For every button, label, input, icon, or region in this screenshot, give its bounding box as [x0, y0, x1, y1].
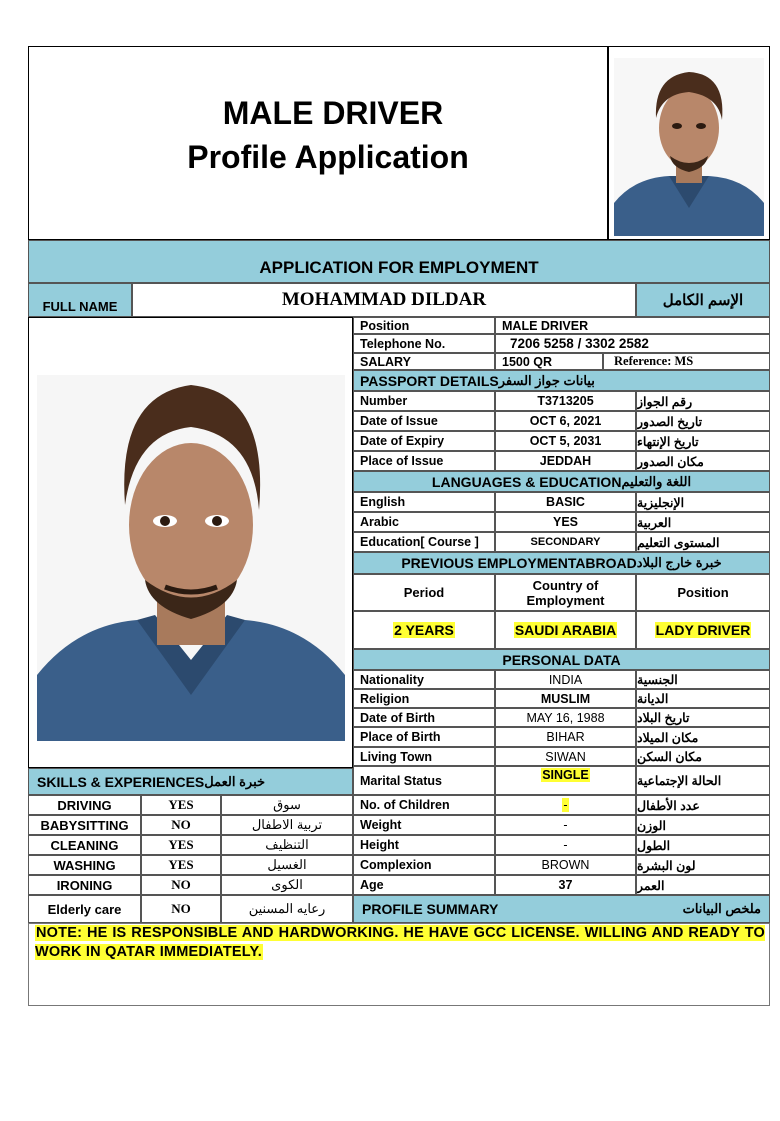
skill-label-0-text: DRIVING	[57, 797, 112, 813]
reference-value	[603, 353, 770, 370]
full-name-ar	[636, 283, 770, 317]
personal-label-4-text: Living Town	[360, 749, 432, 764]
personal-ar-1	[636, 689, 770, 708]
skill-value-3	[141, 855, 221, 875]
language-label-2-text: Education[ Course ]	[360, 535, 479, 549]
skill-ar-2-text: التنظيف	[265, 837, 309, 852]
skill-ar-1	[221, 815, 353, 835]
skill-ar-3-text: الغسيل	[267, 857, 307, 872]
skill-value-4	[141, 875, 221, 895]
personal-value-4-text: SIWAN	[545, 749, 586, 764]
personal-ar-8	[636, 835, 770, 855]
personal-ar-4	[636, 747, 770, 766]
personal-value-10	[495, 875, 636, 895]
personal-label-5-text: Marital Status	[360, 773, 442, 788]
personal-value-9	[495, 855, 636, 875]
passport-value-3	[495, 451, 636, 471]
personal-value-5	[495, 766, 636, 795]
personal-label-6-text: No. of Children	[360, 798, 450, 812]
personal-value-5-text: SINGLE	[542, 768, 589, 782]
personal-value-0-text: INDIA	[548, 672, 583, 687]
page-subtitle	[28, 136, 628, 178]
skill-label-4	[28, 875, 141, 895]
employment-header-text: APPLICATION FOR EMPLOYMENT	[259, 258, 539, 277]
personal-label-0	[353, 670, 495, 689]
personal-label-8-text: Height	[360, 838, 399, 852]
country-header	[495, 574, 636, 611]
reference-text: Reference: MS	[614, 354, 694, 368]
previous-title-ar: خبرة خارج البلاد	[636, 555, 722, 570]
language-ar-0-text: الإنجليزية	[637, 495, 685, 510]
language-value-1	[495, 512, 636, 532]
skill-label-1-text: BABYSITTING	[40, 817, 129, 833]
passport-ar-1-text: تاريخ الصدور	[637, 414, 703, 429]
personal-label-2	[353, 708, 495, 727]
full-name-label	[28, 283, 132, 317]
language-ar-1	[636, 512, 770, 532]
skill-value-1-text: NO	[171, 817, 191, 832]
skill-ar-4-text: الكوى	[271, 877, 303, 892]
skill-label-1	[28, 815, 141, 835]
skills-title-ar: خبرة العمل	[204, 773, 266, 789]
passport-value-2-text: OCT 5, 2031	[529, 434, 602, 448]
personal-value-1	[495, 689, 636, 708]
passport-ar-3	[636, 451, 770, 471]
personal-label-10-text: Age	[360, 878, 384, 892]
full-name-ar-text: الإسم الكامل	[662, 292, 744, 309]
personal-label-3	[353, 727, 495, 747]
skill-ar-0	[221, 795, 353, 815]
passport-value-0-text: T3713205	[537, 394, 594, 408]
skill-value-5-text: NO	[171, 901, 191, 916]
personal-value-8	[495, 835, 636, 855]
personal-value-0	[495, 670, 636, 689]
skill-ar-5-text: رعايه المسنين	[248, 901, 326, 916]
telephone-label	[353, 334, 495, 353]
personal-value-6-text: -	[563, 798, 568, 812]
position-value	[495, 317, 770, 334]
prev-position-value	[636, 611, 770, 649]
country-value-text: SAUDI ARABIA	[514, 622, 617, 638]
language-label-0	[353, 492, 495, 512]
personal-label-0-text: Nationality	[360, 672, 424, 687]
skill-label-5	[28, 895, 141, 923]
passport-value-1-text: OCT 6, 2021	[529, 414, 602, 428]
personal-ar-0-text: الجنسية	[637, 673, 678, 687]
personal-header	[353, 649, 770, 670]
personal-value-8-text: -	[563, 838, 568, 852]
personal-ar-7-text: الوزن	[637, 818, 666, 833]
language-value-2	[495, 532, 636, 552]
prev-position-value-text: LADY DRIVER	[655, 622, 751, 638]
position-label	[353, 317, 495, 334]
passport-label-0-text: Number	[360, 394, 408, 408]
personal-value-6	[495, 795, 636, 815]
passport-ar-2-text: تاريخ الإنتهاء	[637, 434, 699, 449]
skill-label-3	[28, 855, 141, 875]
personal-ar-3-text: مكان الميلاد	[637, 730, 699, 745]
summary-title-ar: ملخص البيانات	[682, 901, 761, 916]
language-ar-1-text: العربية	[637, 515, 672, 530]
language-label-1-text: Arabic	[360, 515, 399, 529]
skills-title: SKILLS & EXPERIENCES	[37, 773, 205, 790]
skill-value-5	[141, 895, 221, 923]
personal-ar-9-text: لون البشرة	[637, 858, 696, 873]
personal-value-1-text: MUSLIM	[540, 691, 591, 706]
personal-ar-1-text: الديانة	[637, 692, 669, 706]
title-line-2: Profile Application	[187, 139, 469, 175]
skill-value-2	[141, 835, 221, 855]
employment-header	[28, 240, 770, 283]
passport-ar-2	[636, 431, 770, 451]
passport-value-2	[495, 431, 636, 451]
passport-ar-3-text: مكان الصدور	[637, 454, 704, 469]
passport-title: PASSPORT DETAILS	[360, 372, 499, 389]
big-photo	[37, 375, 345, 741]
period-value-text: 2 YEARS	[394, 622, 454, 638]
skill-label-3-text: WASHING	[53, 857, 116, 873]
page-title	[28, 92, 638, 134]
passport-ar-0	[636, 391, 770, 411]
note-content: NOTE: HE IS RESPONSIBLE AND HARDWORKING. HE HAVE GCC LICENSE. WILLING AND READY TO WORK IN QATAR IMMEDIATELY.	[35, 925, 765, 960]
position-value-text: MALE DRIVER	[502, 318, 589, 333]
note-text	[35, 924, 765, 962]
title-line-1: MALE DRIVER	[222, 95, 444, 131]
personal-ar-10	[636, 875, 770, 895]
language-value-2-text: SECONDARY	[530, 536, 601, 548]
personal-ar-7	[636, 815, 770, 835]
personal-value-7	[495, 815, 636, 835]
personal-label-8	[353, 835, 495, 855]
language-value-0-text: BASIC	[546, 495, 585, 509]
passport-value-1	[495, 411, 636, 431]
personal-ar-3	[636, 727, 770, 747]
skill-ar-2	[221, 835, 353, 855]
period-header	[353, 574, 495, 611]
personal-label-9	[353, 855, 495, 875]
personal-value-2-text: MAY 16, 1988	[526, 710, 605, 725]
passport-label-1	[353, 411, 495, 431]
personal-label-6	[353, 795, 495, 815]
languages-title: LANGUAGES & EDUCATION	[431, 473, 622, 490]
salary-value-text: 1500 QR	[502, 354, 553, 369]
country-header-line-2: Employment	[526, 592, 605, 608]
personal-label-3-text: Place of Birth	[360, 730, 441, 744]
summary-title: PROFILE SUMMARY	[362, 901, 499, 917]
personal-ar-0	[636, 670, 770, 689]
personal-ar-8-text: الطول	[637, 838, 671, 853]
previous-header	[353, 552, 770, 574]
personal-title: PERSONAL DATA	[502, 651, 621, 668]
passport-header	[353, 370, 770, 391]
personal-ar-9	[636, 855, 770, 875]
personal-label-2-text: Date of Birth	[360, 710, 435, 725]
skill-value-2-text: YES	[168, 837, 194, 852]
personal-value-3-text: BIHAR	[546, 730, 585, 744]
salary-value	[495, 353, 603, 370]
skill-label-4-text: IRONING	[56, 877, 113, 893]
personal-ar-6	[636, 795, 770, 815]
previous-title: PREVIOUS EMPLOYMENTABROAD	[401, 555, 637, 571]
personal-value-2	[495, 708, 636, 727]
country-header-line-1: Country of	[532, 577, 599, 593]
personal-label-4	[353, 747, 495, 766]
skill-value-3-text: YES	[168, 857, 194, 872]
personal-label-5	[353, 766, 495, 795]
personal-value-3	[495, 727, 636, 747]
full-name-value	[132, 283, 636, 317]
skill-value-4-text: NO	[171, 877, 191, 892]
telephone-value-text: 7206 5258 / 3302 2582	[510, 336, 649, 351]
skill-ar-4	[221, 875, 353, 895]
period-value	[353, 611, 495, 649]
skill-value-1	[141, 815, 221, 835]
language-value-1-text: YES	[552, 515, 578, 529]
skill-ar-5	[221, 895, 353, 923]
passport-label-2	[353, 431, 495, 451]
personal-ar-2	[636, 708, 770, 727]
skill-value-0	[141, 795, 221, 815]
telephone-value	[495, 334, 770, 353]
languages-header	[353, 471, 770, 492]
skill-ar-3	[221, 855, 353, 875]
personal-ar-5-text: الحالة الإجتماعية	[637, 774, 722, 788]
position-label-text: Position	[360, 318, 410, 333]
skill-label-2	[28, 835, 141, 855]
personal-value-7-text: -	[563, 818, 568, 832]
language-label-2	[353, 532, 495, 552]
personal-label-1-text: Religion	[360, 691, 410, 706]
passport-ar-0-text: رقم الجواز	[637, 394, 693, 409]
skill-value-0-text: YES	[168, 797, 194, 812]
passport-label-2-text: Date of Expiry	[360, 434, 445, 448]
skill-label-2-text: CLEANING	[50, 837, 119, 853]
skill-ar-0-text: سوق	[273, 797, 301, 812]
passport-ar-1	[636, 411, 770, 431]
passport-value-0	[495, 391, 636, 411]
telephone-label-text: Telephone No.	[360, 336, 446, 351]
passport-label-0	[353, 391, 495, 411]
salary-label	[353, 353, 495, 370]
personal-label-1	[353, 689, 495, 708]
skill-label-5-text: Elderly care	[47, 901, 122, 917]
personal-label-7	[353, 815, 495, 835]
language-ar-2-text: المستوى التعليم	[637, 535, 720, 550]
personal-value-4	[495, 747, 636, 766]
passport-value-3-text: JEDDAH	[539, 454, 592, 468]
small-photo	[614, 58, 764, 236]
languages-title-ar: اللغة والتعليم	[621, 473, 692, 489]
language-ar-0	[636, 492, 770, 512]
full-name-text: MOHAMMAD DILDAR	[281, 289, 487, 310]
personal-ar-2-text: تاريخ البلاد	[637, 711, 690, 725]
position-header-text: Position	[677, 585, 729, 600]
personal-label-9-text: Complexion	[360, 858, 432, 872]
salary-label-text: SALARY	[360, 354, 411, 369]
passport-title-ar: بيانات جواز السفر	[498, 372, 595, 388]
personal-ar-10-text: العمر	[637, 878, 665, 893]
skills-header	[28, 768, 353, 795]
full-name-label-text: FULL NAME	[42, 299, 118, 314]
passport-label-3-text: Place of Issue	[360, 454, 444, 468]
personal-ar-4-text: مكان السكن	[637, 750, 702, 764]
skill-label-0	[28, 795, 141, 815]
country-value	[495, 611, 636, 649]
personal-value-9-text: BROWN	[541, 858, 590, 872]
passport-label-1-text: Date of Issue	[360, 414, 438, 428]
skill-ar-1-text: تربية الاطفال	[251, 817, 323, 832]
passport-label-3	[353, 451, 495, 471]
summary-header	[353, 895, 770, 923]
personal-label-10	[353, 875, 495, 895]
personal-ar-6-text: عدد الأطفال	[637, 798, 700, 813]
personal-label-7-text: Weight	[360, 818, 402, 832]
language-ar-2	[636, 532, 770, 552]
personal-value-10-text: 37	[558, 878, 573, 892]
language-label-1	[353, 512, 495, 532]
language-label-0-text: English	[360, 495, 406, 509]
language-value-0	[495, 492, 636, 512]
position-header	[636, 574, 770, 611]
personal-ar-5	[636, 766, 770, 795]
period-header-text: Period	[403, 585, 445, 600]
